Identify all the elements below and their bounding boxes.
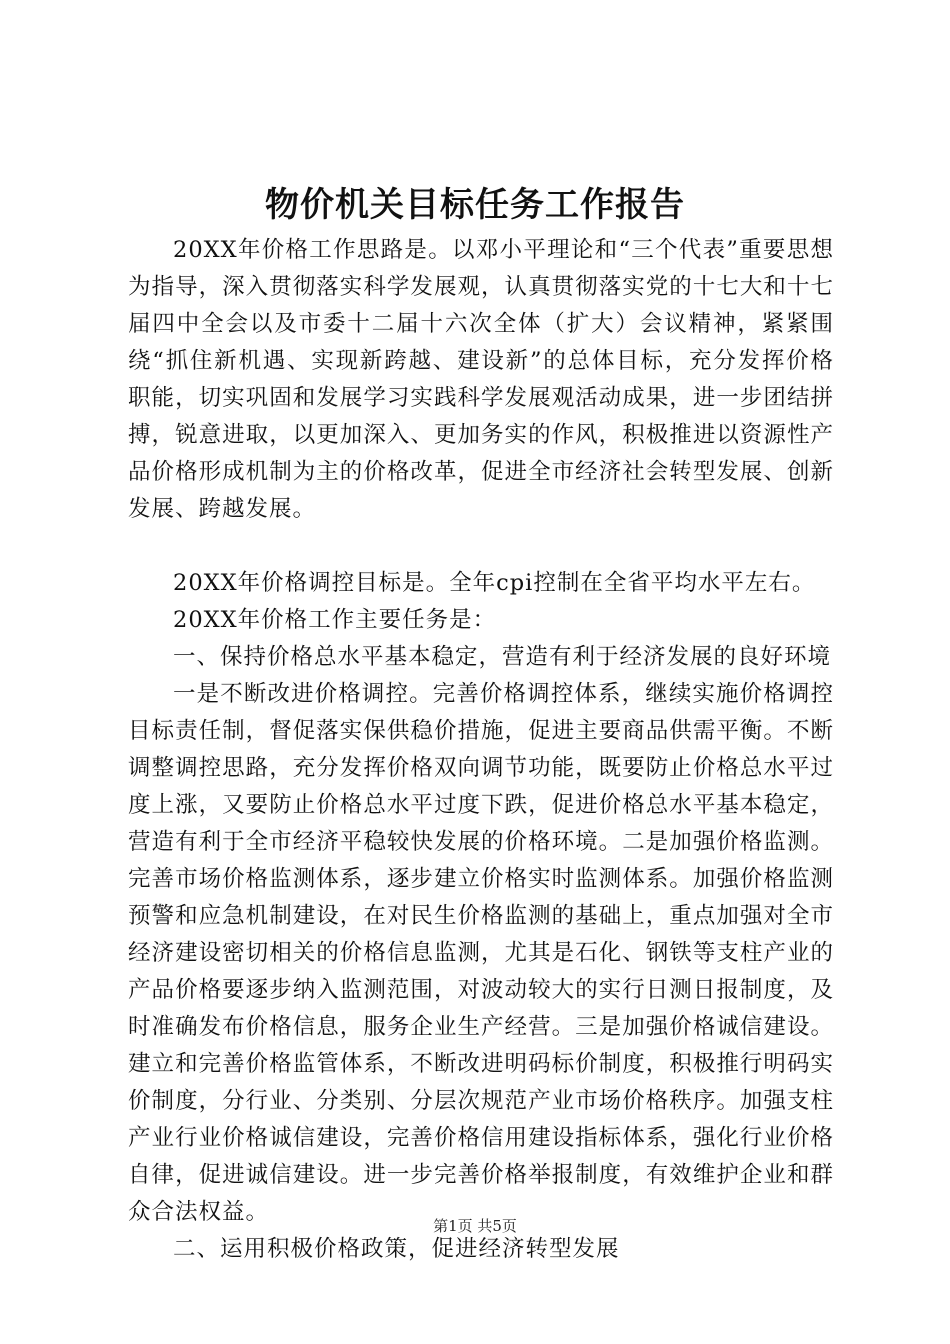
section-heading-1: 一、保持价格总水平基本稳定，营造有利于经济发展的良好环境	[173, 644, 832, 670]
paragraph-control-target: 20XX年价格调控目标是。全年cpi控制在全省平均水平左右。	[173, 570, 816, 596]
document-body	[128, 232, 834, 1268]
paragraph-work-approach: 20XX年价格工作思路是。以邓小平理论和“三个代表”重要思想为指导，深入贯彻落实科学发展观，认真贯彻落实党的十七大和十七届四中全会以及市委十二届十六次全体（扩大）会议精神，紧紧围绕“抓住新机遇、实现新跨越、建设新”的总体目标，充分发挥价格职能，切实巩固和发展学习实践科学发展观活动成果，进一步团结拼搏，锐意进取，以更加深入、更加务实的作风，积极推进以资源性产品价格形成机制为主的价格改革，促进全市经济社会转型发展、创新发展、跨越发展。	[128, 237, 834, 522]
page-footer: 第1页 共5页	[433, 1217, 517, 1235]
section-heading-2: 二、运用积极价格政策，促进经济转型发展	[173, 1236, 620, 1262]
paragraph-main-tasks-intro: 20XX年价格工作主要任务是：	[173, 607, 497, 633]
document-title: 物价机关目标任务工作报告	[265, 185, 685, 225]
paragraph-section-1-body: 一是不断改进价格调控。完善价格调控体系，继续实施价格调控目标责任制，督促落实保供稳价措施，促进主要商品供需平衡。不断调整调控思路，充分发挥价格双向调节功能，既要防止价格总水平过度上涨，又要防止价格总水平过度下跌，促进价格总水平基本稳定，营造有利于全市经济平稳较快发展的价格环境。二是加强价格监测。完善市场价格监测体系，逐步建立价格实时监测体系。加强价格监测预警和应急机制建设，在对民生价格监测的基础上，重点加强对全市经济建设密切相关的价格信息监测，尤其是石化、钢铁等支柱产业的产品价格要逐步纳入监测范围，对波动较大的实行日测日报制度，及时准确发布价格信息，服务企业生产经营。三是加强价格诚信建设。建立和完善价格监管体系，不断改进明码标价制度，积极推行明码实价制度，分行业、分类别、分层次规范产业市场价格秩序。加强支柱产业行业价格诚信建设，完善价格信用建设指标体系，强化行业价格自律，促进诚信建设。进一步完善价格举报制度，有效维护企业和群众合法权益。	[128, 681, 834, 1225]
